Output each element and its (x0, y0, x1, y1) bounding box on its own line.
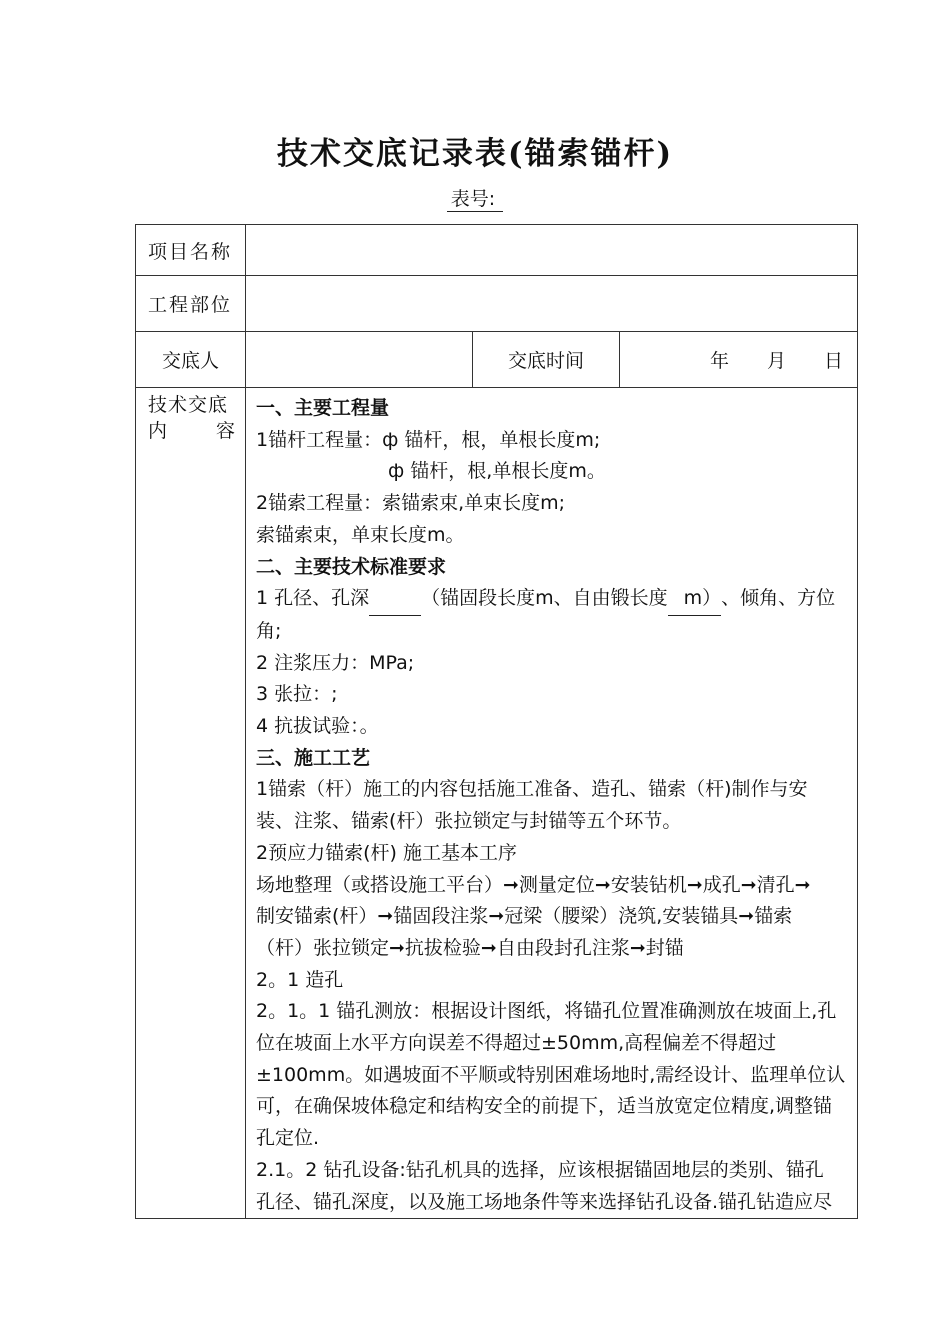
content-line: 孔径、锚孔深度，以及施工场地条件等来选择钻孔设备.锚孔钻造应尽 (256, 1190, 833, 1213)
content-line: ф 锚杆，根,单根长度m。 (388, 460, 606, 483)
content-line: 可，在确保坡体稳定和结构安全的前提下，适当放宽定位精度,调整锚 (256, 1095, 833, 1118)
content-line: 孔定位. (256, 1127, 320, 1150)
content-text: （锚固段长度m、自由锻长度 (421, 587, 668, 610)
content-label-2a: 内 (148, 420, 168, 442)
blank-underline (369, 583, 421, 616)
content-text: 1 孔径、孔深 (256, 587, 370, 610)
date-field[interactable] (620, 332, 858, 388)
content-line: 1锚索（杆）施工的内容包括施工准备、造孔、锚索（杆)制作与安 (256, 778, 808, 801)
row-location (136, 276, 858, 332)
content-line: 2 注浆压力：MPa; (256, 651, 415, 674)
time-label: 交底时间 (473, 332, 620, 388)
content-line: （杆）张拉锁定➞抗拔检验➞自由段封孔注浆➞封锚 (256, 936, 684, 959)
form-number (0, 187, 950, 212)
date-day-label: 日 (824, 350, 844, 372)
project-name-label: 项目名称 (136, 225, 246, 276)
row-project-name (136, 225, 858, 276)
content-line: ±100mm。如遇坡面不平顺或特别困难场地时,需经设计、监理单位认 (256, 1063, 846, 1086)
content-label-2b: 容 (215, 420, 235, 442)
content-line: 2。1 造孔 (256, 968, 344, 991)
underlined-text: m） (668, 583, 722, 616)
date-month-label: 月 (767, 350, 787, 372)
section-heading-quantities: 一、主要工程量 (256, 397, 390, 419)
content-label-line2 (136, 418, 245, 444)
discloser-label: 交底人 (136, 332, 246, 388)
form-number-label: 表号: (447, 187, 503, 212)
content-line: 3 张拉：; (256, 683, 338, 706)
content-label-line1: 技术交底 (148, 394, 229, 416)
content-line: 1锚杆工程量：ф 锚杆，根，单根长度m; (256, 428, 601, 451)
section-heading-process: 三、施工工艺 (256, 746, 371, 769)
content-line: 场地整理（或搭设施工平台）➞测量定位➞安装钻机➞成孔➞清孔➞ (256, 873, 811, 896)
document-title: 技术交底记录表(锚索锚杆) (276, 136, 674, 172)
discloser-field[interactable] (246, 332, 473, 388)
content-text: 、倾角、方位 (721, 587, 836, 610)
content-body (246, 388, 858, 1219)
content-line: 索锚索束，单束长度m。 (256, 523, 465, 546)
date-year-label: 年 (710, 350, 730, 372)
content-line: 2预应力锚索(杆) 施工基本工序 (256, 841, 517, 864)
content-line (256, 583, 847, 616)
location-field[interactable] (246, 276, 858, 332)
content-line: 2.1。2 钻孔设备:钻孔机具的选择，应该根据锚固地层的类别、锚孔 (256, 1158, 824, 1181)
content-label (136, 388, 246, 1219)
content-line: 4 抗拔试验：。 (256, 715, 379, 738)
section-heading-standards: 二、主要技术标准要求 (256, 555, 447, 578)
content-line: 2。1。1 锚孔测放：根据设计图纸，将锚孔位置准确测放在坡面上,孔 (256, 1000, 837, 1023)
location-label: 工程部位 (136, 276, 246, 332)
row-discloser (136, 332, 858, 388)
content-line: 装、注浆、锚索(杆）张拉锁定与封锚等五个环节。 (256, 810, 682, 833)
content-line: 2锚索工程量：索锚索束,单束长度m; (256, 492, 566, 515)
disclosure-table (135, 224, 858, 1219)
content-line: 角; (256, 619, 282, 642)
content-line: 制安锚索(杆）➞锚固段注浆➞冠梁（腰梁）浇筑,安装锚具➞锚索 (256, 905, 793, 928)
project-name-field[interactable] (246, 225, 858, 276)
row-content (136, 388, 858, 1219)
content-line: 位在坡面上水平方向误差不得超过±50mm,高程偏差不得超过 (256, 1032, 777, 1055)
